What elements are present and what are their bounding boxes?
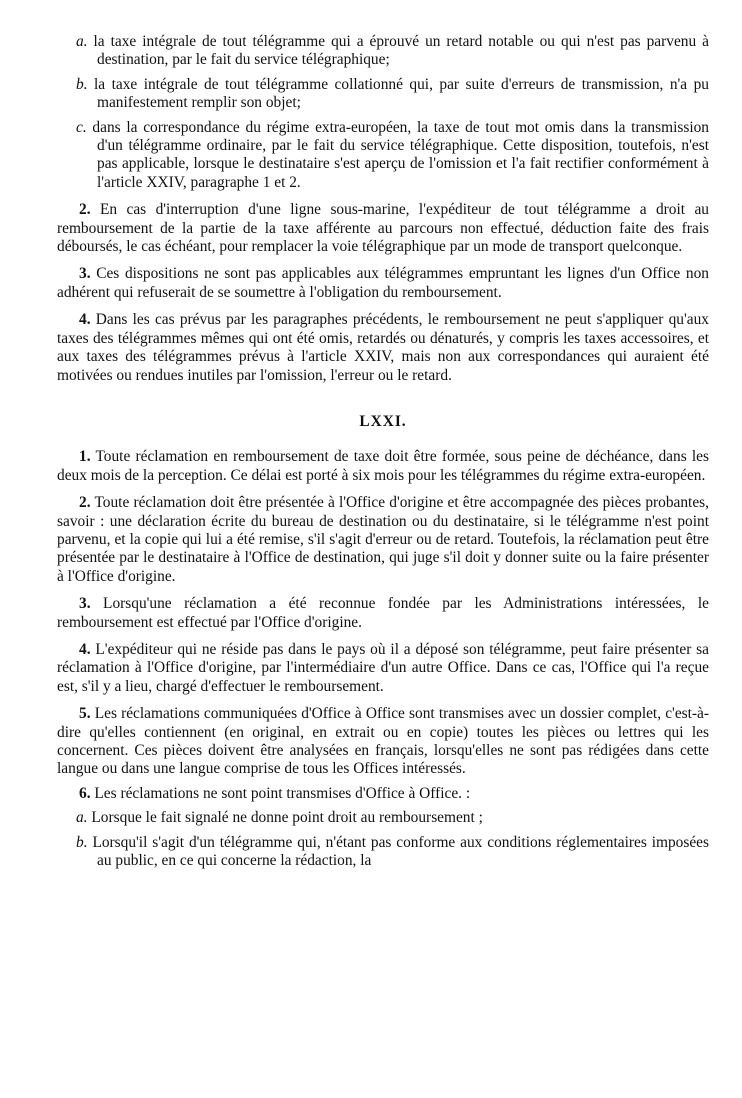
section-heading: LXXI. <box>359 412 407 430</box>
numbered-paragraph <box>57 311 709 385</box>
lettered-item <box>57 834 709 871</box>
lettered-item <box>57 33 709 70</box>
paragraph-text: L'expéditeur qui ne réside pas dans le pays où il a déposé son télégramme, peut faire présenter sa réclamation à l'Office d'origine, par l'intermédiaire d'un autre Office. Dans ce cas, l'Office qui l'a reçue est, s'il y a lieu, chargé d'effectuer le remboursement. <box>57 640 709 695</box>
paragraph-text: Lorsqu'une réclamation a été reconnue fondée par les Administrations intéressées, le remboursement est effectué par l'Office d'origine. <box>57 595 709 631</box>
paragraph-text: Les réclamations communiquées d'Office à Office sont transmises avec un dossier complet, c'est-à-dire qu'elles contiennent (en original, en extrait ou en copie) toutes les pièces ou lettres qui les concernent. Ces pièces doivent être analysées en français, lorsqu'elles ne sont pas rédigées dans cette langue ou dans une langue comprise de tous les Offices intéressés. <box>57 705 709 778</box>
item-letter: a. <box>76 809 88 827</box>
item-letter: b. <box>76 833 88 851</box>
paragraph-number: 2. <box>79 201 91 219</box>
lettered-item <box>57 76 709 113</box>
paragraph-text: Les réclamations ne sont point transmises d'Office à Office. : <box>94 784 471 802</box>
numbered-paragraph <box>57 785 709 803</box>
document-page <box>57 33 709 870</box>
paragraph-number: 1. <box>79 448 91 466</box>
item-letter: c. <box>76 118 87 136</box>
paragraph-number: 6. <box>79 784 91 802</box>
paragraph-text: dans la correspondance du régime extra-européen, la taxe de tout mot omis dans la transmission d'un télégramme ordinaire, par le fait du service télégraphique. Cette disposition, toutefois, n'est pas applicable, lorsque le destinataire s'est aperçu de l'omission et l'a fait rectifier conformément à l'article XXIV, paragraphe 1 et 2. <box>92 118 709 191</box>
numbered-paragraph <box>57 201 709 256</box>
page-text <box>57 33 709 870</box>
paragraph-text: Dans les cas prévus par les paragraphes précédents, le remboursement ne peut s'appliquer qu'aux taxes des télégrammes mêmes qui ont été omis, retardés ou dénaturés, y compris les taxes accessoires, et aux taxes des télégrammes prévus à l'article XXIV, mais non aux correspondances qui auraient été motivées ou rendues inutiles par l'omission, l'erreur ou le retard. <box>57 311 709 384</box>
paragraph-text: Lorsqu'il s'agit d'un télégramme qui, n'étant pas conforme aux conditions réglementaires imposées au public, en ce qui concerne la rédaction, la <box>92 833 709 870</box>
item-letter: a. <box>76 33 88 50</box>
numbered-paragraph <box>57 448 709 485</box>
paragraph-text: Ces dispositions ne sont pas applicables aux télégrammes empruntant les lignes d'un Office non adhérent qui refuserait de se soumettre à l'obligation du remboursement. <box>57 265 709 301</box>
paragraph-text: Lorsque le fait signalé ne donne point droit au remboursement ; <box>91 809 483 827</box>
numbered-paragraph <box>57 705 709 779</box>
numbered-paragraph <box>57 494 709 586</box>
numbered-paragraph <box>57 641 709 696</box>
item-letter: b. <box>76 75 88 93</box>
paragraph-number: 3. <box>79 595 91 613</box>
lettered-item <box>57 809 709 827</box>
paragraph-number: 4. <box>79 311 91 329</box>
lettered-item <box>57 119 709 193</box>
paragraph-text: Toute réclamation en remboursement de taxe doit être formée, sous peine de déchéance, dans les deux mois de la perception. Ce délai est porté à six mois pour les télégrammes du régime extra-européen. <box>57 448 709 484</box>
paragraph-text: la taxe intégrale de tout télégramme collationné qui, par suite d'erreurs de transmission, n'a pu manifestement remplir son objet; <box>94 75 709 112</box>
paragraph-text: la taxe intégrale de tout télégramme qui a éprouvé un retard notable ou qui n'est pas parvenu à destination, par le fait du service télégraphique; <box>93 33 709 69</box>
numbered-paragraph <box>57 265 709 302</box>
paragraph-number: 3. <box>79 265 91 283</box>
paragraph-text: En cas d'interruption d'une ligne sous-marine, l'expéditeur de tout télégramme a droit au remboursement de la partie de la taxe afférente au parcours non effectué, déduction faite des frais déboursés, le cas échéant, pour remplacer la voie télégraphique par un mode de transport quelconque. <box>57 201 710 256</box>
paragraph-number: 5. <box>79 705 91 723</box>
paragraph-number: 2. <box>79 494 91 512</box>
numbered-paragraph <box>57 595 709 632</box>
paragraph-number: 4. <box>79 640 91 658</box>
paragraph-text: Toute réclamation doit être présentée à l'Office d'origine et être accompagnée des pièces probantes, savoir : une déclaration écrite du bureau de destination ou du destinataire, si le télégramme n'est point parvenu, et la copie qui lui a été remise, s'il s'agit d'erreur ou de retard. Toutefois, la réclamation peut être présentée par le destinataire à l'Office de destination, qui juge s'il doit y donner suite ou la faire présenter à l'Office d'origine. <box>57 494 710 585</box>
